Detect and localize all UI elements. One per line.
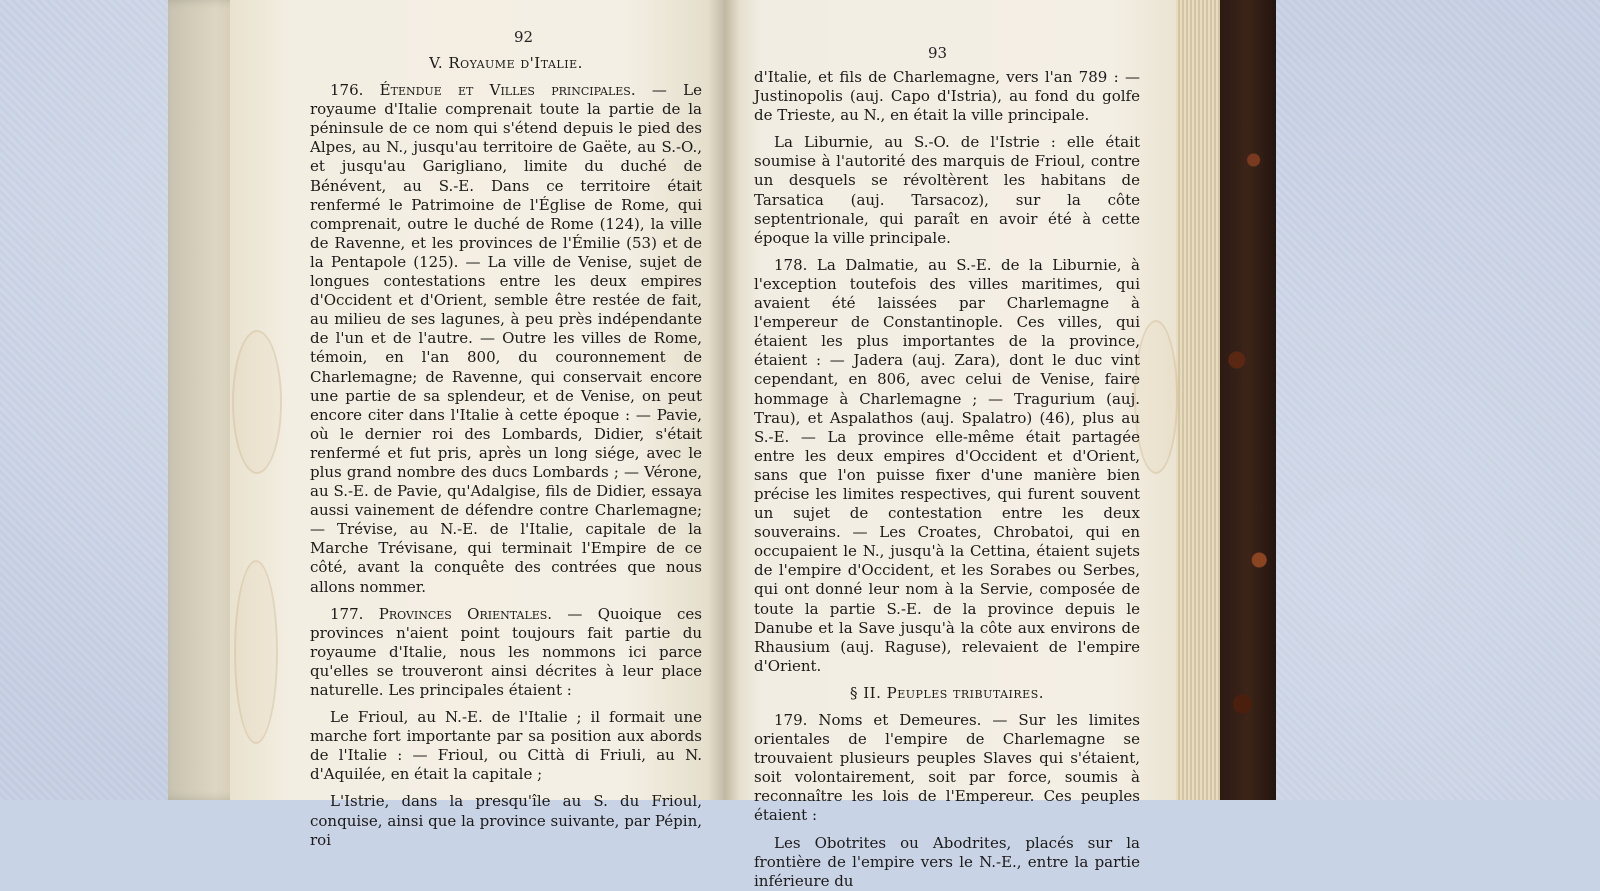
chapter-heading: V. Royaume d'Italie. bbox=[429, 54, 583, 72]
left-page-text bbox=[310, 54, 702, 850]
water-stain bbox=[1134, 320, 1178, 474]
right-page-text bbox=[754, 68, 1140, 891]
water-stain bbox=[234, 560, 278, 744]
book-gutter bbox=[708, 0, 740, 800]
paragraph-istrie: L'Istrie, dans la presqu'île au S. du Frioul, conquise, ainsi que la province suivante, par Pépin, roi bbox=[310, 792, 702, 849]
paragraph-lead: Provinces Orientales. bbox=[378, 604, 553, 623]
paragraph-177 bbox=[310, 605, 702, 700]
book-cover-right-marbled bbox=[1220, 0, 1276, 800]
water-stain bbox=[232, 330, 282, 474]
paragraph-number: 177. bbox=[330, 604, 364, 623]
paragraph-continued: d'Italie, et fils de Charlemagne, vers l'an 789 : — Justinopolis (auj. Capo d'Istria), au fond du golfe de Trieste, au N., en était la ville principale. bbox=[754, 68, 1140, 125]
right-page bbox=[724, 0, 1176, 890]
paragraph-179: 179. Noms et Demeures. — Sur les limites orientales de l'empire de Charlemagne se trouvaient plusieurs peuples Slaves qui s'étaient, soit volontairement, soit par force, soumis à reconnaître les lois de l'Empereur. Ces peuples étaient : bbox=[754, 711, 1140, 825]
paragraph-body: — Quoique ces provinces n'aient point toujours fait partie du royaume d'Italie, nous les nommons ici parce qu'elles se trouveront ainsi décrites à leur place naturelle. Les principales étaient : bbox=[310, 604, 702, 699]
left-page bbox=[230, 0, 724, 849]
paragraph-frioul: Le Frioul, au N.-E. de l'Italie ; il formait une marche fort importante par sa position aux abords de l'Italie : — Frioul, ou Città di Friuli, au N. d'Aquilée, en était la capitale ; bbox=[310, 708, 702, 784]
paragraph-176 bbox=[310, 81, 702, 597]
paragraph-lead: Étendue et Villes principales. bbox=[379, 81, 636, 100]
page-number-right: 93 bbox=[928, 44, 948, 62]
section-heading: § II. Peuples tributaires. bbox=[849, 683, 1045, 702]
open-book bbox=[168, 0, 1276, 890]
paragraph-liburnie: La Liburnie, au S.-O. de l'Istrie : elle était soumise à l'autorité des marquis de Frioul, contre un desquels se révoltèrent les habitans de Tarsatica (auj. Tarsacoz), sur la côte septentrionale, qui paraît en avoir été à cette époque la ville principale. bbox=[754, 133, 1140, 247]
paragraph-number: 176. bbox=[330, 81, 364, 100]
paragraph-obotrites: Les Obotrites ou Abodrites, placés sur la frontière de l'empire vers le N.-E., entre la partie inférieure du bbox=[754, 833, 1140, 890]
page-number-left: 92 bbox=[514, 28, 534, 46]
paragraph-178: 178. La Dalmatie, au S.-E. de la Liburnie, à l'exception toutefois des villes maritimes, qui avaient été laissées par Charlemagne à l'empereur de Constantinople. Ces villes, qui étaient les plus importantes de la province, étaient : — Jadera (auj. Zara), dont le duc vint cependant, en 806, avec celui de Venise, faire hommage à Charlemagne ; — Tragurium (auj. Trau), et Aspalathos (auj. Spalatro) (46), plus au S.-E. — La province elle-même était partagée entre les deux empires d'Occident et d'Orient, sans que l'on puisse fixer d'une manière bien précise les limites respectives, qui furent souvent un sujet de contestation entre les deux souverains. — Les Croates, Chrobatoi, qui en occupaient le N., jusqu'à la Cettina, étaient sujets de l'empire d'Occident, et les Sorabes ou Serbes, qui ont donné leur nom à la Servie, composée de toute la partie S.-E. de la province depuis le Danube et la Save jusqu'à la côte aux environs de Rhausium (auj. Raguse), relevaient de l'empire d'Orient. bbox=[754, 255, 1140, 675]
paragraph-body: — Le royaume d'Italie comprenait toute la partie de la péninsule de ce nom qui s'étend depuis le pied des Alpes, au N., jusqu'au territoire de Gaëte, au S.-O., et jusqu'au Garigliano, limite du duché de Bénévent, au S.-E. Dans ce territoire était renfermé le Patrimoine de l'Église de Rome, qui comprenait, outre le duché de Rome (124), la ville de Ravenne, et les provinces de l'Émilie (53) et de la Pentapole (125). — La ville de Venise, sujet de longues contestations entre les deux empires d'Occident et d'Orient, semble être restée de fait, au milieu de ses lagunes, à peu près indépendante de l'un et de l'autre. — Outre les villes de Rome, témoin, en l'an 800, du couronnement de Charlemagne; de Ravenne, qui conservait encore une partie de sa splendeur, et de Venise, on peut encore citer dans l'Italie à cette époque : — Pavie, où le dernier roi des Lombards, Didier, s'était renfermé et fut pris, après un long siége, avec le plus grand nombre des ducs Lombards ; — Vérone, au S.-E. de Pavie, qu'Adalgise, fils de Didier, essaya aussi vainement de défendre contre Charlemagne; — Trévise, au N.-E. de l'Italie, capitale de la Marche Trévisane, qui terminait l'Empire de ce côté, avant la conquête des contrées que nous allons nommer. bbox=[310, 81, 702, 596]
